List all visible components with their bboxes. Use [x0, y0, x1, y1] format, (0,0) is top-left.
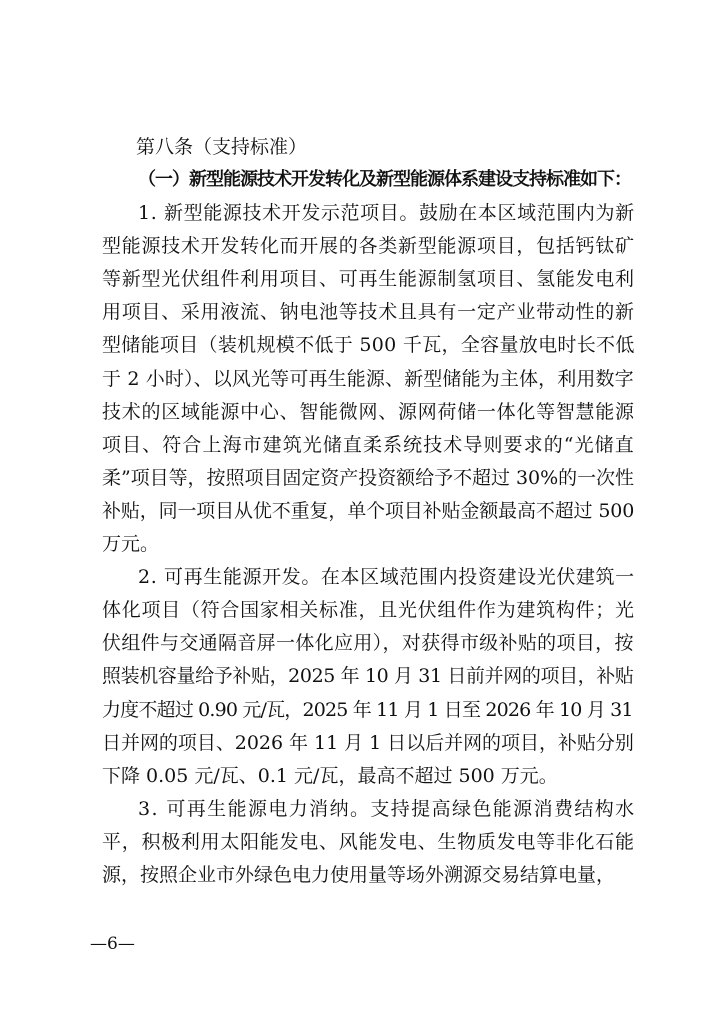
paragraph-first-line: 3. 可再生能源电力消纳。支持提高绿色能源消费结构水 [138, 797, 636, 820]
paragraph-line: 源，按照企业市外绿色电力使用量等场外溯源交易结算电量， [102, 864, 616, 886]
paragraph-line: 项目、符合上海市建筑光储直柔系统技术导则要求的“光储直 [102, 433, 635, 456]
section-title: （一）新型能源技术开发转化及新型能源体系建设支持标准如下： [138, 169, 631, 190]
paragraph-line: 型储能项目（装机规模不低于 500 千瓦，全容量放电时长不低 [102, 334, 635, 357]
paragraph-line: 下降 0.05 元/瓦、0.1 元/瓦，最高不超过 500 万元。 [102, 764, 558, 787]
paragraph-line: 日并网的项目、2026 年 11 月 1 日以后并网的项目，补贴分别 [102, 731, 634, 754]
page-number: —6— [90, 934, 135, 954]
paragraph-line: 补贴，同一项目从优不重复，单个项目补贴金额最高不超过 500 [102, 499, 635, 522]
paragraph-line: 伏组件与交通隔音屏一体化应用），对获得市级补贴的项目，按 [102, 632, 634, 655]
paragraph-line: 照装机容量给予补贴，2025 年 10 月 31 日前并网的项目，补贴 [102, 665, 634, 688]
paragraph-line: 力度不超过 0.90 元/瓦，2025 年 11 月 1 日至 2026 年 10 月 31 [102, 698, 633, 721]
paragraph-line: 技术的区域能源中心、智能微网、源网荷储一体化等智慧能源 [102, 400, 635, 423]
paragraph-line: 柔”项目等，按照项目固定资产投资额给予不超过 30%的一次性 [102, 466, 634, 489]
paragraph-line: 万元。 [102, 533, 160, 555]
paragraph-line: 平，积极利用太阳能发电、风能发电、生物质发电等非化石能 [102, 830, 635, 853]
paragraph-line: 于 2 小时）、以风光等可再生能源、新型储能为主体，利用数字 [102, 367, 634, 390]
paragraph-first-line: 1. 新型能源技术开发示范项目。鼓励在本区域范围内为新 [138, 202, 635, 224]
paragraph-line: 等新型光伏组件利用项目、可再生能源制氢项目、氢能发电利 [102, 268, 635, 291]
paragraph-line: 型能源技术开发转化而开展的各类新型能源项目，包括钙钛矿 [102, 235, 635, 258]
paragraph-first-line: 2. 可再生能源开发。在本区域范围内投资建设光伏建筑一 [138, 566, 635, 589]
article-title: 第八条（支持标准） [136, 136, 308, 158]
paragraph-line: 用项目、采用液流、钠电池等技术且具有一定产业带动性的新 [102, 301, 635, 324]
paragraph-line: 体化项目（符合国家相关标准，且光伏组件作为建筑构件；光 [102, 599, 635, 622]
